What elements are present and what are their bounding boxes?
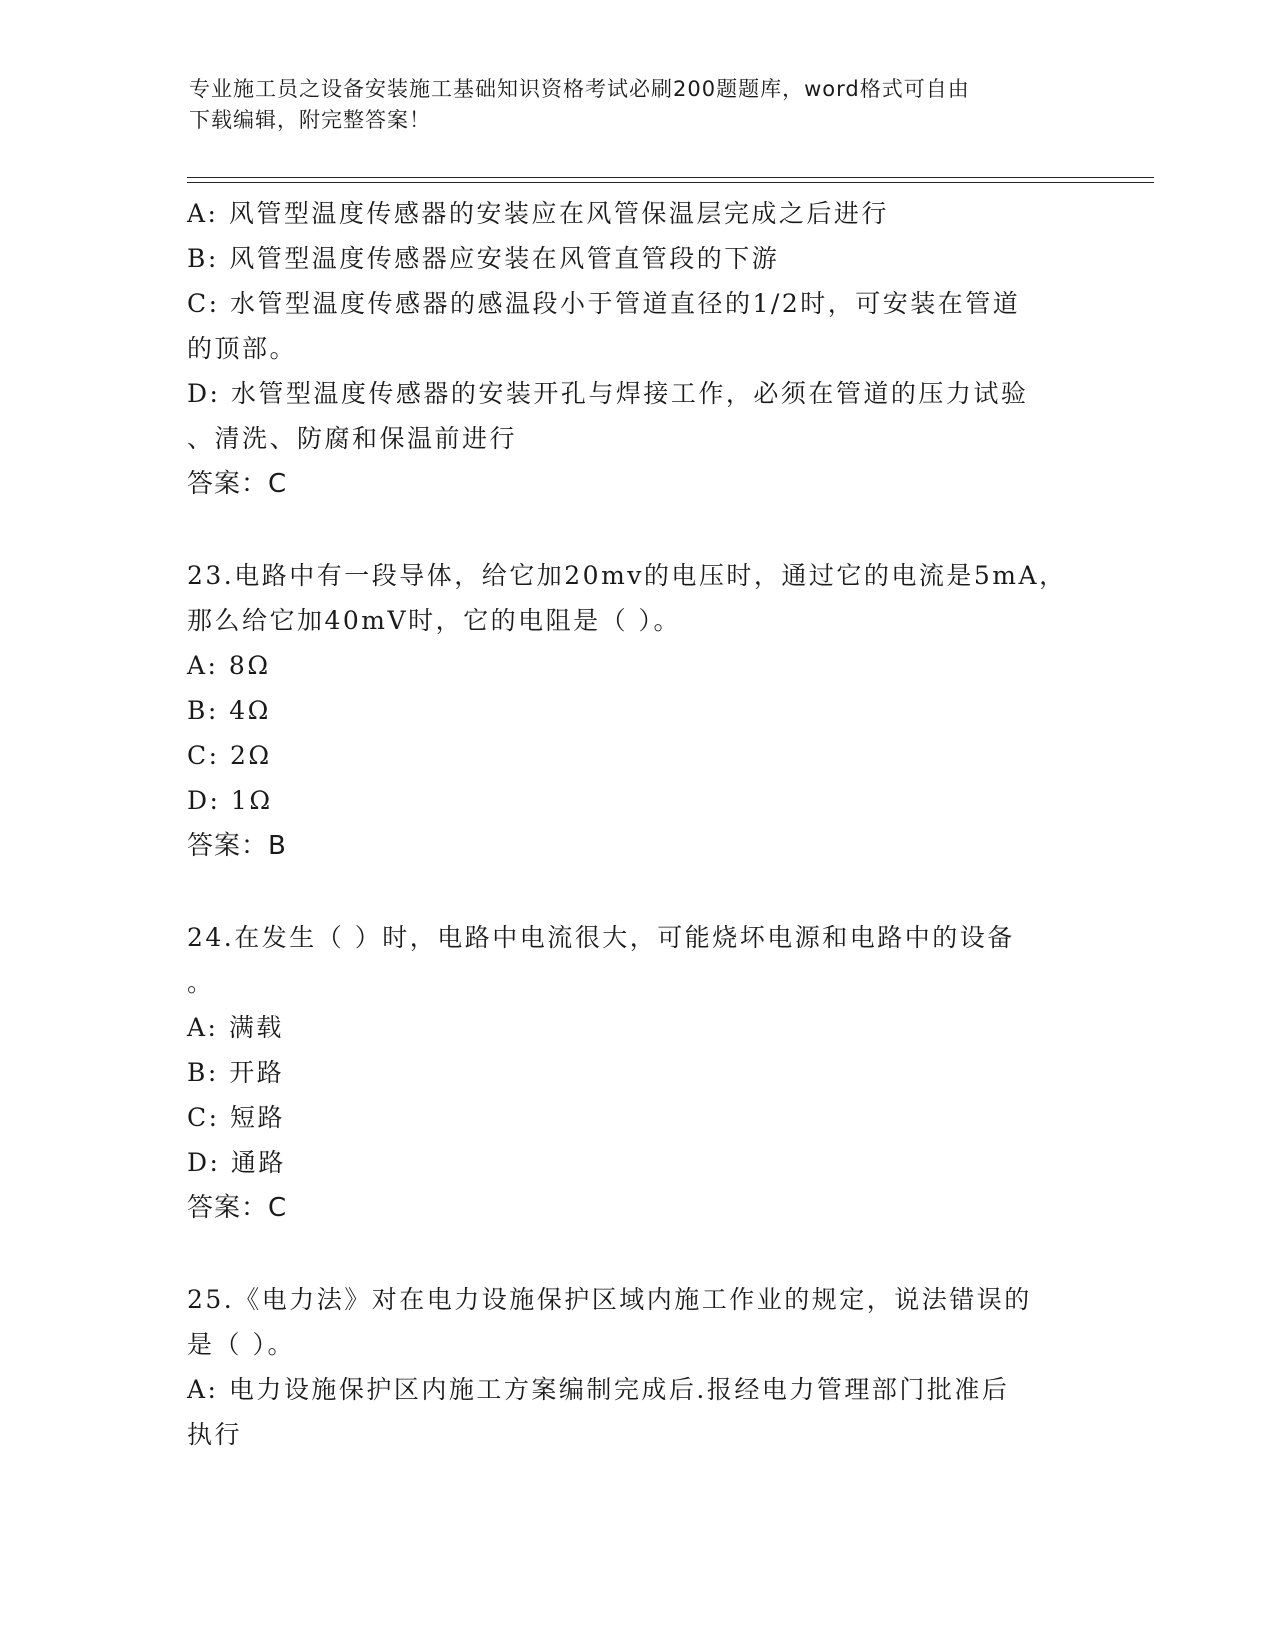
document-header xyxy=(189,74,1069,136)
question-25-block xyxy=(187,1277,1067,1457)
option-c: C: 水管型温度传感器的感温段小于管道直径的1/2时，可安装在管道 xyxy=(187,289,1021,318)
option-d: D: 水管型温度传感器的安装开孔与焊接工作，必须在管道的压力试验 xyxy=(187,379,1029,408)
option-b: B: 开路 xyxy=(187,1058,285,1087)
question-list xyxy=(187,191,1067,1457)
question-stem-continued: 是（ ）。 xyxy=(187,1330,295,1359)
question-spacer xyxy=(187,507,1067,553)
option-d: D: 1Ω xyxy=(187,786,273,815)
question-22-block xyxy=(187,191,1067,507)
answer-label: 答案：C xyxy=(187,469,288,499)
answer-label: 答案：C xyxy=(187,1193,288,1223)
question-stem-continued: 。 xyxy=(187,968,215,997)
question-spacer xyxy=(187,1231,1067,1277)
option-a-continued: 执行 xyxy=(187,1420,243,1449)
question-23-block xyxy=(187,553,1067,869)
option-d: D: 通路 xyxy=(187,1148,286,1177)
question-stem: 24.在发生（ ）时，电路中电流很大，可能烧坏电源和电路中的设备 xyxy=(187,923,1015,952)
option-a: A: 满载 xyxy=(187,1013,284,1042)
header-title-line-2: 下载编辑，附完整答案！ xyxy=(189,108,431,132)
option-a: A: 8Ω xyxy=(187,651,271,680)
header-divider-top xyxy=(187,177,1154,178)
header-title-line-1: 专业施工员之设备安装施工基础知识资格考试必刷200题题库，word格式可自由 xyxy=(189,77,970,101)
option-a: A: 电力设施保护区内施工方案编制完成后.报经电力管理部门批准后 xyxy=(187,1375,1010,1404)
option-d-continued: 、清洗、防腐和保温前进行 xyxy=(187,424,518,453)
question-stem: 25.《电力法》对在电力设施保护区域内施工作业的规定，说法错误的 xyxy=(187,1285,1032,1314)
question-24-block xyxy=(187,915,1067,1231)
question-spacer xyxy=(187,869,1067,915)
option-c-continued: 的顶部。 xyxy=(187,334,298,363)
option-b: B: 风管型温度传感器应安装在风管直管段的下游 xyxy=(187,244,780,273)
option-a: A: 风管型温度传感器的安装应在风管保温层完成之后进行 xyxy=(187,199,889,228)
option-c: C: 2Ω xyxy=(187,741,272,770)
option-b: B: 4Ω xyxy=(187,696,271,725)
answer-label: 答案：B xyxy=(187,831,287,861)
header-divider-bottom xyxy=(187,182,1154,183)
question-stem: 23.电路中有一段导体，给它加20mv的电压时，通过它的电流是5mA， xyxy=(187,561,1067,590)
option-c: C: 短路 xyxy=(187,1103,285,1132)
question-stem-continued: 那么给它加40mV时，它的电阻是（ ）。 xyxy=(187,606,682,635)
